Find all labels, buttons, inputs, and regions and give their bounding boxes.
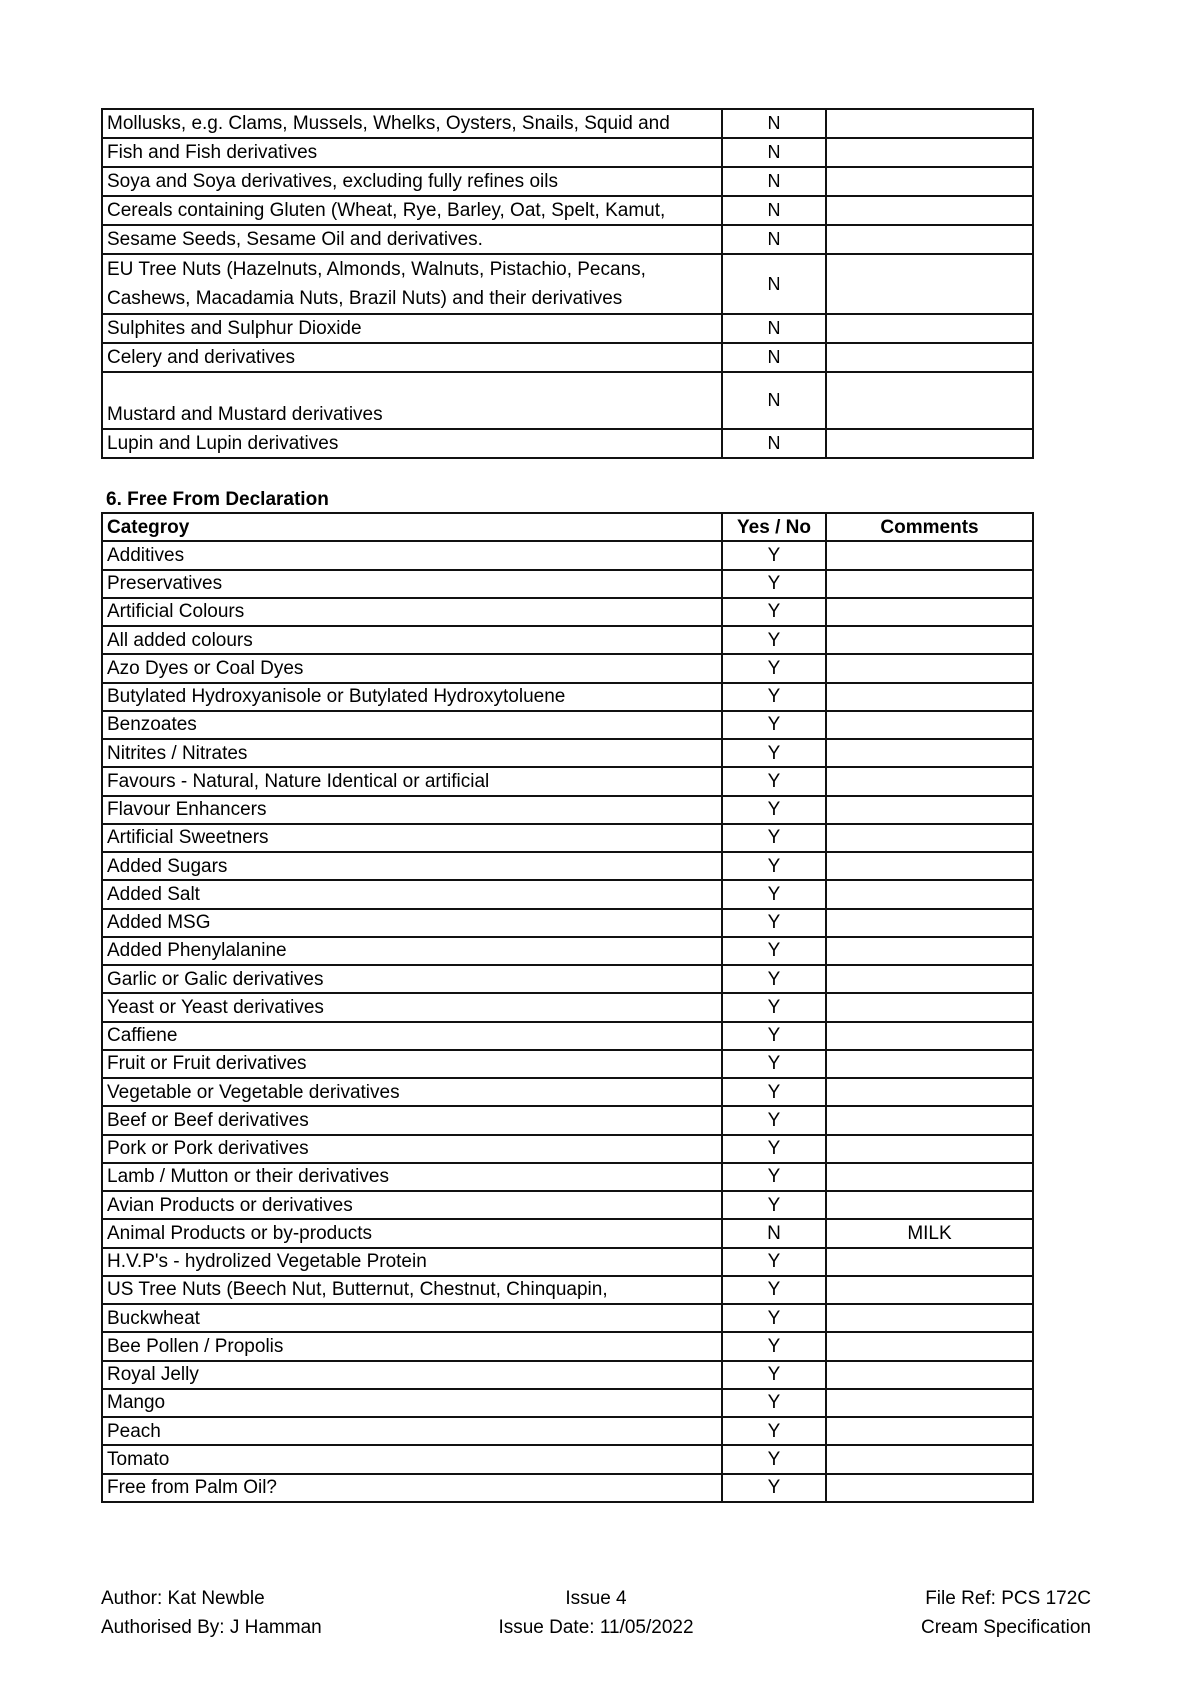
table-row	[102, 225, 1033, 254]
yes-no-cell: Y	[722, 1191, 826, 1219]
table-row	[102, 1417, 1033, 1445]
table-row	[102, 1219, 1033, 1247]
table-row	[102, 196, 1033, 225]
table-row	[102, 1135, 1033, 1163]
footer-issue-date: Issue Date: 11/05/2022	[498, 1617, 694, 1638]
comments-cell	[826, 429, 1033, 458]
category-cell: Artificial Sweetners	[102, 824, 722, 852]
comments-cell	[826, 711, 1033, 739]
category-cell: Mustard and Mustard derivatives	[102, 372, 722, 429]
footer-left	[101, 1584, 322, 1642]
yes-no-cell: Y	[722, 1417, 826, 1445]
yes-no-cell: Y	[722, 965, 826, 993]
yes-no-cell: Y	[722, 739, 826, 767]
yes-no-cell: N	[722, 225, 826, 254]
header-comments: Comments	[826, 513, 1033, 541]
table-row	[102, 1304, 1033, 1332]
yes-no-cell: N	[722, 254, 826, 314]
category-cell: Sulphites and Sulphur Dioxide	[102, 314, 722, 343]
category-cell: All added colours	[102, 626, 722, 654]
category-cell: Favours - Natural, Nature Identical or artificial	[102, 767, 722, 795]
yes-no-cell: Y	[722, 852, 826, 880]
comments-cell	[826, 1417, 1033, 1445]
comments-cell	[826, 1022, 1033, 1050]
table-row	[102, 1078, 1033, 1106]
yes-no-cell: N	[722, 343, 826, 372]
category-cell: Preservatives	[102, 570, 722, 598]
yes-no-cell: N	[722, 372, 826, 429]
comments-cell	[826, 225, 1033, 254]
yes-no-cell: Y	[722, 909, 826, 937]
category-cell: Azo Dyes or Coal Dyes	[102, 654, 722, 682]
comments-cell	[826, 683, 1033, 711]
category-cell: Lupin and Lupin derivatives	[102, 429, 722, 458]
table-header-row	[102, 513, 1033, 541]
comments-cell	[826, 167, 1033, 196]
comments-cell	[826, 880, 1033, 908]
table-row	[102, 109, 1033, 138]
category-cell: Sesame Seeds, Sesame Oil and derivatives.	[102, 225, 722, 254]
category-cell: Added Phenylalanine	[102, 937, 722, 965]
comments-cell	[826, 824, 1033, 852]
category-cell: Buckwheat	[102, 1304, 722, 1332]
footer-author: Author: Kat Newble	[101, 1588, 265, 1609]
comments-cell: MILK	[826, 1219, 1033, 1247]
yes-no-cell: Y	[722, 1445, 826, 1473]
comments-cell	[826, 1248, 1033, 1276]
comments-cell	[826, 372, 1033, 429]
yes-no-cell: Y	[722, 1361, 826, 1389]
category-cell: Peach	[102, 1417, 722, 1445]
table-row	[102, 626, 1033, 654]
comments-cell	[826, 1445, 1033, 1473]
category-cell: Garlic or Galic derivatives	[102, 965, 722, 993]
yes-no-cell: Y	[722, 767, 826, 795]
table-row	[102, 1361, 1033, 1389]
table-row	[102, 852, 1033, 880]
table-row	[102, 254, 1033, 314]
yes-no-cell: N	[722, 1219, 826, 1247]
comments-cell	[826, 852, 1033, 880]
yes-no-cell: Y	[722, 598, 826, 626]
yes-no-cell: Y	[722, 1389, 826, 1417]
table-row	[102, 138, 1033, 167]
yes-no-cell: Y	[722, 1078, 826, 1106]
table-row	[102, 909, 1033, 937]
yes-no-cell: Y	[722, 654, 826, 682]
comments-cell	[826, 1304, 1033, 1332]
yes-no-cell: Y	[722, 1135, 826, 1163]
header-yes-no: Yes / No	[722, 513, 826, 541]
section-title: 6. Free From Declaration	[106, 489, 329, 510]
category-cell: US Tree Nuts (Beech Nut, Butternut, Chestnut, Chinquapin,	[102, 1276, 722, 1304]
table-row	[102, 343, 1033, 372]
table-row	[102, 1332, 1033, 1360]
yes-no-cell: N	[722, 138, 826, 167]
table-row	[102, 541, 1033, 569]
footer-center	[491, 1584, 701, 1642]
table-row	[102, 429, 1033, 458]
comments-cell	[826, 314, 1033, 343]
category-cell: Soya and Soya derivatives, excluding fully refines oils	[102, 167, 722, 196]
comments-cell	[826, 541, 1033, 569]
table-row	[102, 1106, 1033, 1134]
table-row	[102, 1050, 1033, 1078]
free-from-table	[101, 512, 1034, 1503]
yes-no-cell: Y	[722, 626, 826, 654]
table-row	[102, 767, 1033, 795]
yes-no-cell: Y	[722, 1022, 826, 1050]
yes-no-cell: N	[722, 196, 826, 225]
yes-no-cell: Y	[722, 683, 826, 711]
table-row	[102, 1445, 1033, 1473]
table-row	[102, 683, 1033, 711]
yes-no-cell: Y	[722, 1248, 826, 1276]
table-row	[102, 1276, 1033, 1304]
yes-no-cell: N	[722, 429, 826, 458]
yes-no-cell: Y	[722, 993, 826, 1021]
comments-cell	[826, 1474, 1033, 1502]
yes-no-cell: Y	[722, 570, 826, 598]
yes-no-cell: Y	[722, 1332, 826, 1360]
category-cell: Yeast or Yeast derivatives	[102, 993, 722, 1021]
allergen-table	[101, 108, 1034, 459]
comments-cell	[826, 739, 1033, 767]
comments-cell	[826, 1332, 1033, 1360]
category-cell: Beef or Beef derivatives	[102, 1106, 722, 1134]
comments-cell	[826, 1163, 1033, 1191]
comments-cell	[826, 109, 1033, 138]
comments-cell	[826, 1361, 1033, 1389]
comments-cell	[826, 1106, 1033, 1134]
page-footer	[101, 1584, 1091, 1644]
yes-no-cell: N	[722, 167, 826, 196]
yes-no-cell: Y	[722, 880, 826, 908]
yes-no-cell: Y	[722, 937, 826, 965]
table-row	[102, 654, 1033, 682]
footer-authorised-by: Authorised By: J Hamman	[101, 1617, 322, 1638]
yes-no-cell: Y	[722, 1050, 826, 1078]
category-cell: Added MSG	[102, 909, 722, 937]
footer-right	[921, 1584, 1091, 1642]
table-row	[102, 739, 1033, 767]
table-row	[102, 1389, 1033, 1417]
category-cell: Avian Products or derivatives	[102, 1191, 722, 1219]
comments-cell	[826, 138, 1033, 167]
header-category: Categroy	[102, 513, 722, 541]
category-cell: Royal Jelly	[102, 1361, 722, 1389]
comments-cell	[826, 1135, 1033, 1163]
category-cell: Fruit or Fruit derivatives	[102, 1050, 722, 1078]
table-row	[102, 965, 1033, 993]
comments-cell	[826, 1050, 1033, 1078]
comments-cell	[826, 196, 1033, 225]
table-row	[102, 372, 1033, 429]
category-cell: Celery and derivatives	[102, 343, 722, 372]
category-cell: Artificial Colours	[102, 598, 722, 626]
comments-cell	[826, 937, 1033, 965]
comments-cell	[826, 1078, 1033, 1106]
category-cell: Benzoates	[102, 711, 722, 739]
category-cell: Bee Pollen / Propolis	[102, 1332, 722, 1360]
footer-issue: Issue 4	[565, 1588, 627, 1609]
yes-no-cell: Y	[722, 1304, 826, 1332]
category-cell: Nitrites / Nitrates	[102, 739, 722, 767]
yes-no-cell: Y	[722, 1474, 826, 1502]
table-row	[102, 598, 1033, 626]
yes-no-cell: Y	[722, 1106, 826, 1134]
yes-no-cell: Y	[722, 711, 826, 739]
category-cell: Cereals containing Gluten (Wheat, Rye, Barley, Oat, Spelt, Kamut,	[102, 196, 722, 225]
category-cell: H.V.P's - hydrolized Vegetable Protein	[102, 1248, 722, 1276]
table-row	[102, 167, 1033, 196]
comments-cell	[826, 626, 1033, 654]
table-row	[102, 1191, 1033, 1219]
category-cell: Pork or Pork derivatives	[102, 1135, 722, 1163]
table-row	[102, 711, 1033, 739]
comments-cell	[826, 570, 1033, 598]
yes-no-cell: Y	[722, 1276, 826, 1304]
comments-cell	[826, 1276, 1033, 1304]
category-cell: Free from Palm Oil?	[102, 1474, 722, 1502]
table-row	[102, 1163, 1033, 1191]
category-cell: Tomato	[102, 1445, 722, 1473]
table-row	[102, 570, 1033, 598]
yes-no-cell: Y	[722, 796, 826, 824]
category-cell: Mango	[102, 1389, 722, 1417]
comments-cell	[826, 598, 1033, 626]
category-cell: Fish and Fish derivatives	[102, 138, 722, 167]
comments-cell	[826, 654, 1033, 682]
category-cell: EU Tree Nuts (Hazelnuts, Almonds, Walnuts, Pistachio, Pecans, Cashews, Macadamia Nuts, Brazil Nuts) and their derivatives	[102, 254, 722, 314]
yes-no-cell: N	[722, 109, 826, 138]
category-cell: Added Sugars	[102, 852, 722, 880]
comments-cell	[826, 909, 1033, 937]
yes-no-cell: Y	[722, 541, 826, 569]
comments-cell	[826, 1389, 1033, 1417]
table-row	[102, 880, 1033, 908]
table-row	[102, 824, 1033, 852]
category-cell: Butylated Hydroxyanisole or Butylated Hydroxytoluene	[102, 683, 722, 711]
table-row	[102, 1022, 1033, 1050]
category-cell: Additives	[102, 541, 722, 569]
footer-document-title: Cream Specification	[920, 1617, 1091, 1638]
table-row	[102, 1248, 1033, 1276]
footer-file-ref: File Ref: PCS 172C	[925, 1588, 1091, 1609]
category-cell: Added Salt	[102, 880, 722, 908]
comments-cell	[826, 1191, 1033, 1219]
category-cell: Mollusks, e.g. Clams, Mussels, Whelks, Oysters, Snails, Squid and	[102, 109, 722, 138]
table-row	[102, 796, 1033, 824]
comments-cell	[826, 343, 1033, 372]
comments-cell	[826, 767, 1033, 795]
yes-no-cell: Y	[722, 824, 826, 852]
comments-cell	[826, 254, 1033, 314]
category-cell: Lamb / Mutton or their derivatives	[102, 1163, 722, 1191]
category-cell: Vegetable or Vegetable derivatives	[102, 1078, 722, 1106]
category-cell: Animal Products or by-products	[102, 1219, 722, 1247]
table-row	[102, 314, 1033, 343]
category-cell: Flavour Enhancers	[102, 796, 722, 824]
table-row	[102, 1474, 1033, 1502]
yes-no-cell: Y	[722, 1163, 826, 1191]
comments-cell	[826, 796, 1033, 824]
comments-cell	[826, 993, 1033, 1021]
table-row	[102, 937, 1033, 965]
comments-cell	[826, 965, 1033, 993]
table-row	[102, 993, 1033, 1021]
yes-no-cell: N	[722, 314, 826, 343]
category-cell: Caffiene	[102, 1022, 722, 1050]
